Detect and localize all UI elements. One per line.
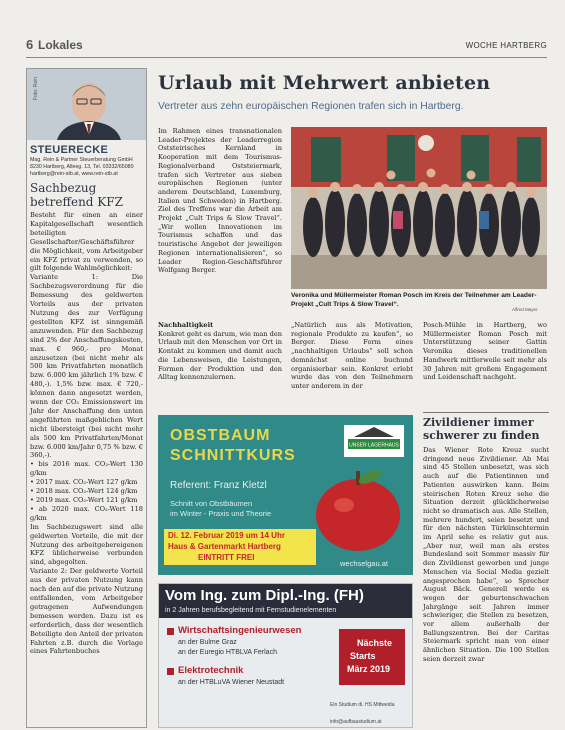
tax-paragraph: Besteht für einen an einer Kapitalgesellschaft wesentlich beteiligten Gesellschafter/Geschäftsführer die Möglichkeit, vom Arbeitgeber ein KFZ privat zu verwenden, so gilt folgende Wahlmöglichkeit: <box>30 211 143 273</box>
bullet-square-icon <box>167 628 174 635</box>
firm-name: STEUERECKE <box>30 144 109 156</box>
article-column-1: Im Rahmen eines transnationalen Leader-Projektes der Leaderregion Oststeirisches Kernland in Kooperation mit dem Tourismus-Regionalverband Oststeiermark, trafen sich Vertreter aus sieben europäischen Regionen (unter anderem Deutschland, Luxemburg, Italien und Schweden) in Hartberg. Ziel des Treffens war die Arbeit am Projekt „Cult Trips & Slow Travel“. „Wir wollen Innovationen im Tourismus schaffen und das touristische Angebot der jeweiligen Regionen internationalisieren“, so Leader Region-Geschäftsführer Wolfgang Berger. <box>158 127 282 275</box>
next-start-label: Nächste <box>357 638 393 648</box>
ad-description-line: im Winter - Praxis und Theorie <box>170 509 272 518</box>
photo-caption: Veronika und Müllermeister Roman Posch im Kreis der Teilnehmer am Leader-Projekt „Cult Trips & Slow Travel“. <box>291 292 537 308</box>
tax-article-body <box>27 211 146 656</box>
tax-paragraph: Variante 2: Der geldwerte Vorteil aus der privaten Nutzung kann nach den auf die private Nutzung entfallenden, vom Arbeitgeber getragenen Aufwendungen bemessen werden. Dazu ist es erforderlich, dass der wesentlich Beteiligte den Anteil der privaten Fahrten z.B. durch die Vorlage eines Fahrtenbuches <box>30 567 143 656</box>
logo-text: UNSER LAGERHAUS <box>349 442 399 449</box>
next-start-date: März 2019 <box>347 664 391 674</box>
section-heading: Nachhaltigkeit <box>158 321 214 329</box>
ad-referent: Referent: Franz Kletzl <box>170 480 267 491</box>
ad-email-link[interactable]: info@aufbaustudium.at <box>330 719 382 725</box>
section-name: Lokales <box>38 38 83 52</box>
ad-subtitle: in 2 Jahren berufsbegleitend mit Fernstudienelementen <box>165 607 337 614</box>
course-location: an der Bulme Graz <box>178 639 237 646</box>
course-name: Elektrotechnik <box>178 665 244 676</box>
section-body: Konkret geht es darum, wie man den Urlaub mit den Menschen vor Ort in Kontakt zu kommen und damit auch die Lebensweisen, die Leistungen, Formen der Produktion und den Alltag kennenzulernen. <box>158 329 282 382</box>
tax-paragraph: Variante 1: Die Sachbezugsverordnung für die Bemessung des geldwerten Vorteils aus der privaten Nutzung des zur Verfügung gestellten KFZ ist sinngemäß anzuwenden. Für den Sachbezug sind 2% der Anschaffungskosten, max. € 960,- pro Monat anzusetzen (bei nicht mehr als 500 km Privatfahrten monatlich bzw. 6.000 km jährlich 1% bzw. € 480,-). 1,5% bzw. max. € 720,- können dann angesetzt werden, wenn der CO₂ Emissionswert im Jahr der Anschaffung den unten angeführten maßgeblichen Wert nicht übersteigt (bei nicht mehr als 500 km Privatfahrten/Monat bzw. 6.000 km/Jahr 0,75 % bzw. € 360,-). <box>30 273 143 460</box>
portrait-image <box>27 69 146 140</box>
photo-credit: Foto: Rein <box>33 77 39 101</box>
photo-credit: Alfred Mayer <box>512 307 538 312</box>
ad-description <box>170 499 310 519</box>
tax-column <box>26 68 147 728</box>
story-rule <box>423 412 549 413</box>
article-column-2: „Natürlich aus als Motivation, regionale Produkte zu kaufen“, so Berger. Diese Form eines „nachhaltigen Urlaubs“ soll schon demnächst online buchund organisierbar sein. Konkret erlebt wurde das von den Teilnehmern unter anderem in der <box>291 321 413 390</box>
group-photo <box>291 127 547 289</box>
ad-admission: EINTRITT FREI <box>198 553 255 562</box>
ad-website-link[interactable]: wechselgau.at <box>340 559 388 568</box>
article-section-nachhaltigkeit <box>158 321 282 382</box>
header-rule <box>26 57 547 58</box>
course-location: an der Euregio HTBLVA Ferlach <box>178 649 277 656</box>
ad-title: OBSTBAUM <box>170 427 271 444</box>
bullet-square-icon <box>167 668 174 675</box>
firm-address-line: 8230 Hartberg, Alleeg. 13, Tel. 03332/65080 <box>30 164 134 170</box>
lagerhaus-logo <box>344 425 404 457</box>
course-location: an der HTBLuVA Wiener Neustadt <box>178 679 285 686</box>
co2-list-item: • 2017 max. CO₂-Wert 127 g/km <box>30 478 138 487</box>
co2-list-item: • bis 2016 max. CO₂-Wert 130 g/km <box>30 460 143 478</box>
co2-list-item: • ab 2020 max. CO₂-Wert 118 g/km <box>30 504 143 522</box>
tax-paragraph: Im Sachbezugswert sind alle geldwerten Vorteile, die mit der Nutzung des arbeitgebereigenen KFZ üblicherweise verbunden sind, abgegolten. <box>30 522 143 567</box>
ad-description-line: Schnitt von Obstbäumen <box>170 499 253 508</box>
co2-list <box>30 460 143 522</box>
ad-footnote: Ein Studium di. HS Mittweida <box>330 702 395 708</box>
tax-article-title: Sachbezug betreffend KFZ <box>30 181 123 209</box>
story-body: Das Wiener Rote Kreuz sucht dringend neue Zivildiener. Ab Mai sind 45 Stellen unbesetzt, was sich auch auf die Patientinnen und Patienten auswirken kann. Beim steirischen Roten Kreuz sehe die Situation derzeit glücklicherweise nicht so dramatisch aus. Alle Stellen, mehrere hundert, seien besetzt und für den nächsten Türkünschtermin im April sehe es relativ gut aus. „Aber nur, weil man als erstes Bundesland seit Sommer massiv für den Zivildienst geworben und junge Menschen via Social Media gezielt angesprochen habe“, so Sprecher August Bäck. Generell werde es wegen der geburtenschwachen Jahrgänge seit Jahren immer schwieriger, die Stellen zu besetzen, vor allem außerhalb der Ballungszentren. Bei der Caritas Steiermark spricht man von einer ähnlichen Situation. Die 100 Stellen seien derzeit zwar <box>423 446 549 663</box>
group-photo-image <box>291 127 547 289</box>
apple-icon <box>308 465 408 555</box>
author-portrait <box>27 69 146 140</box>
page-number: 6 <box>26 37 34 52</box>
publication-name: WOCHE HARTBERG <box>465 41 547 50</box>
article-column-3: Posch-Mühle in Hartberg, wo Müllermeister Roman Posch mit Unterstützung seiner Gattin Veronika dieses traditionellen Handwerk mittlerweile seit mehr als 30 Jahren mit großem Engagement und Leidenschaft nachgeht. <box>423 321 547 382</box>
co2-list-item: • 2019 max. CO₂-Wert 121 g/km <box>30 496 138 504</box>
next-start-label: Starts <box>350 651 376 661</box>
co2-list-item: • 2018 max. CO₂-Wert 124 g/km <box>30 487 138 496</box>
ad-title: Vom Ing. zum Dipl.-Ing. (FH) <box>165 587 364 604</box>
ad-location: Haus & Gartenmarkt Hartberg <box>168 542 281 551</box>
degree-program-ad[interactable] <box>158 583 413 728</box>
article-headline: Urlaub mit Mehrwert anbieten <box>158 72 491 94</box>
ad-date: Di. 12. Februar 2019 um 14 Uhr <box>168 531 285 540</box>
firm-contact-line: hartberg@rein-stb.at, www.rein-stb.at <box>30 171 118 177</box>
ad-title: SCHNITTKURS <box>170 447 296 464</box>
story-headline: Zivildiener immer schwerer zu finden <box>423 416 540 442</box>
firm-address-line: Mag. Rein & Partner Steuerberatung GmbH <box>30 157 133 163</box>
article-subhead: Vertreter aus zehn europäischen Regionen trafen sich in Hartberg. <box>158 101 464 112</box>
course-name: Wirtschaftsingenieurwesen <box>178 625 302 636</box>
pruning-course-ad[interactable] <box>158 415 413 575</box>
